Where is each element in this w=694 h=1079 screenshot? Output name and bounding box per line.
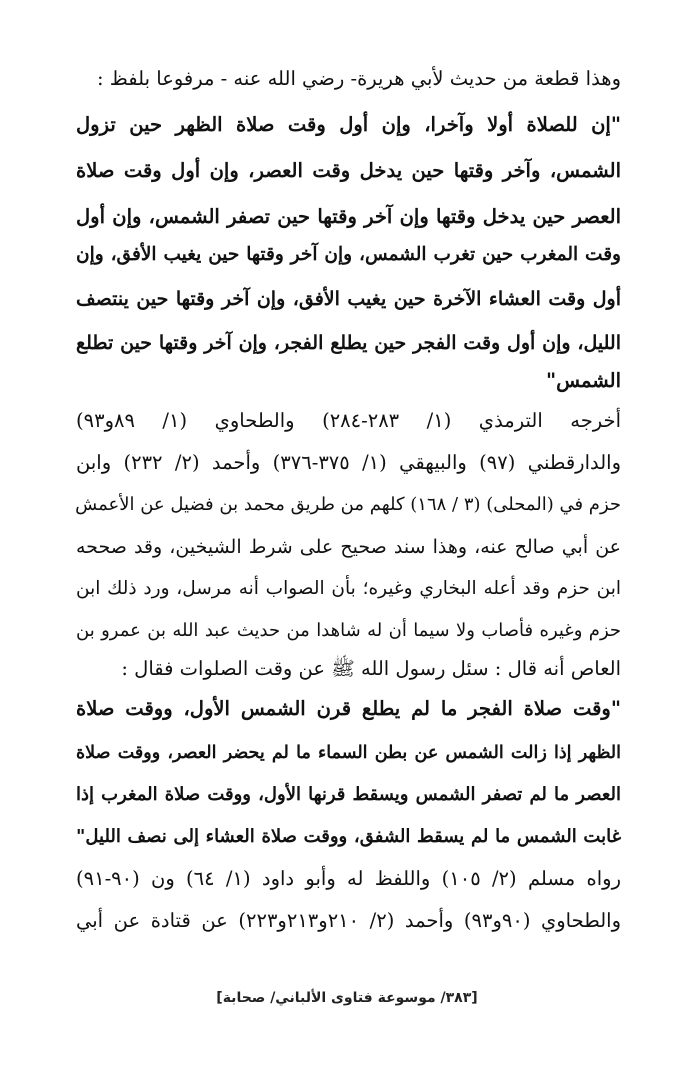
page-footer: [٣٨٣/ موسوعة فتاوى الألباني/ صحابة] [216,990,478,1006]
quoted-hadith-line: العصر حين يدخل وقتها وإن آخر وقتها حين تصفر الشمس، وإن أول [76,205,621,228]
text-line: أخرجه الترمذي (١/ ٢٨٣-٢٨٤) والطحاوي (١/ ٨٩و٩٣) [76,409,621,432]
quoted-hadith-line: غابت الشمس ما لم يسقط الشفق، ووقت صلاة العشاء إلى نصف الليل" [76,826,621,847]
text-line: والطحاوي (٩٠و٩٣) وأحمد (٢/ ٢١٠و٢١٣و٢٢٣) عن قتادة عن أبي [76,909,621,932]
quoted-hadith-line: العصر ما لم تصفر الشمس ويسقط قرنها الأول، ووقت صلاة المغرب إذا [76,784,622,805]
text-line: حزم وغيره فأصاب ولا سيما أن له شاهدا من حديث عبد الله بن عمرو بن [76,620,621,641]
quoted-hadith-line: "وقت صلاة الفجر ما لم يطلع قرن الشمس الأول، ووقت صلاة [76,697,621,720]
quoted-hadith-line: أول وقت العشاء الآخرة حين يغيب الأفق، وإن آخر وقتها حين ينتصف [76,288,621,310]
text-line: حزم في (المحلى) (٣ / ١٦٨) كلهم من طريق محمد بن فضيل عن الأعمش [75,494,621,515]
text-line: العاص أنه قال : سئل رسول الله ﷺ عن وقت الصلوات فقال : [121,657,621,680]
text-line: وهذا قطعة من حديث لأبي هريرة- رضي الله عنه - مرفوعا بلفظ : [97,67,621,90]
text-line: عن أبي صالح عنه، وهذا سند صحيح على شرط الشيخين، وقد صححه [76,536,621,558]
quoted-hadith-line: الليل، وإن أول وقت الفجر حين يطلع الفجر، وإن آخر وقتها حين تطلع [76,332,621,354]
quoted-hadith-line: الظهر إذا زالت الشمس عن بطن السماء ما لم يحضر العصر، ووقت صلاة [76,743,621,763]
text-line: ابن حزم وقد أعله البخاري وغيره؛ بأن الصواب أنه مرسل، ورد ذلك ابن [76,578,621,599]
text-line: والدارقطني (٩٧) والبيهقي (١/ ٣٧٥-٣٧٦) وأحمد (٢/ ٢٣٢) وابن [76,451,621,474]
quoted-hadith-line: الشمس، وآخر وقتها حين يدخل وقت العصر، وإن أول وقت صلاة [76,159,621,182]
text-line: رواه مسلم (٢/ ١٠٥) واللفظ له وأبو داود (١/ ٦٤) ون (٩٠-٩١) [76,867,621,890]
quoted-hadith-line: وقت المغرب حين تغرب الشمس، وإن آخر وقتها حين يغيب الأفق، وإن [76,244,621,265]
quoted-hadith-line: الشمس" [545,369,621,392]
quoted-hadith-line: "إن للصلاة أولا وآخرا، وإن أول وقت صلاة الظهر حين تزول [76,113,621,136]
